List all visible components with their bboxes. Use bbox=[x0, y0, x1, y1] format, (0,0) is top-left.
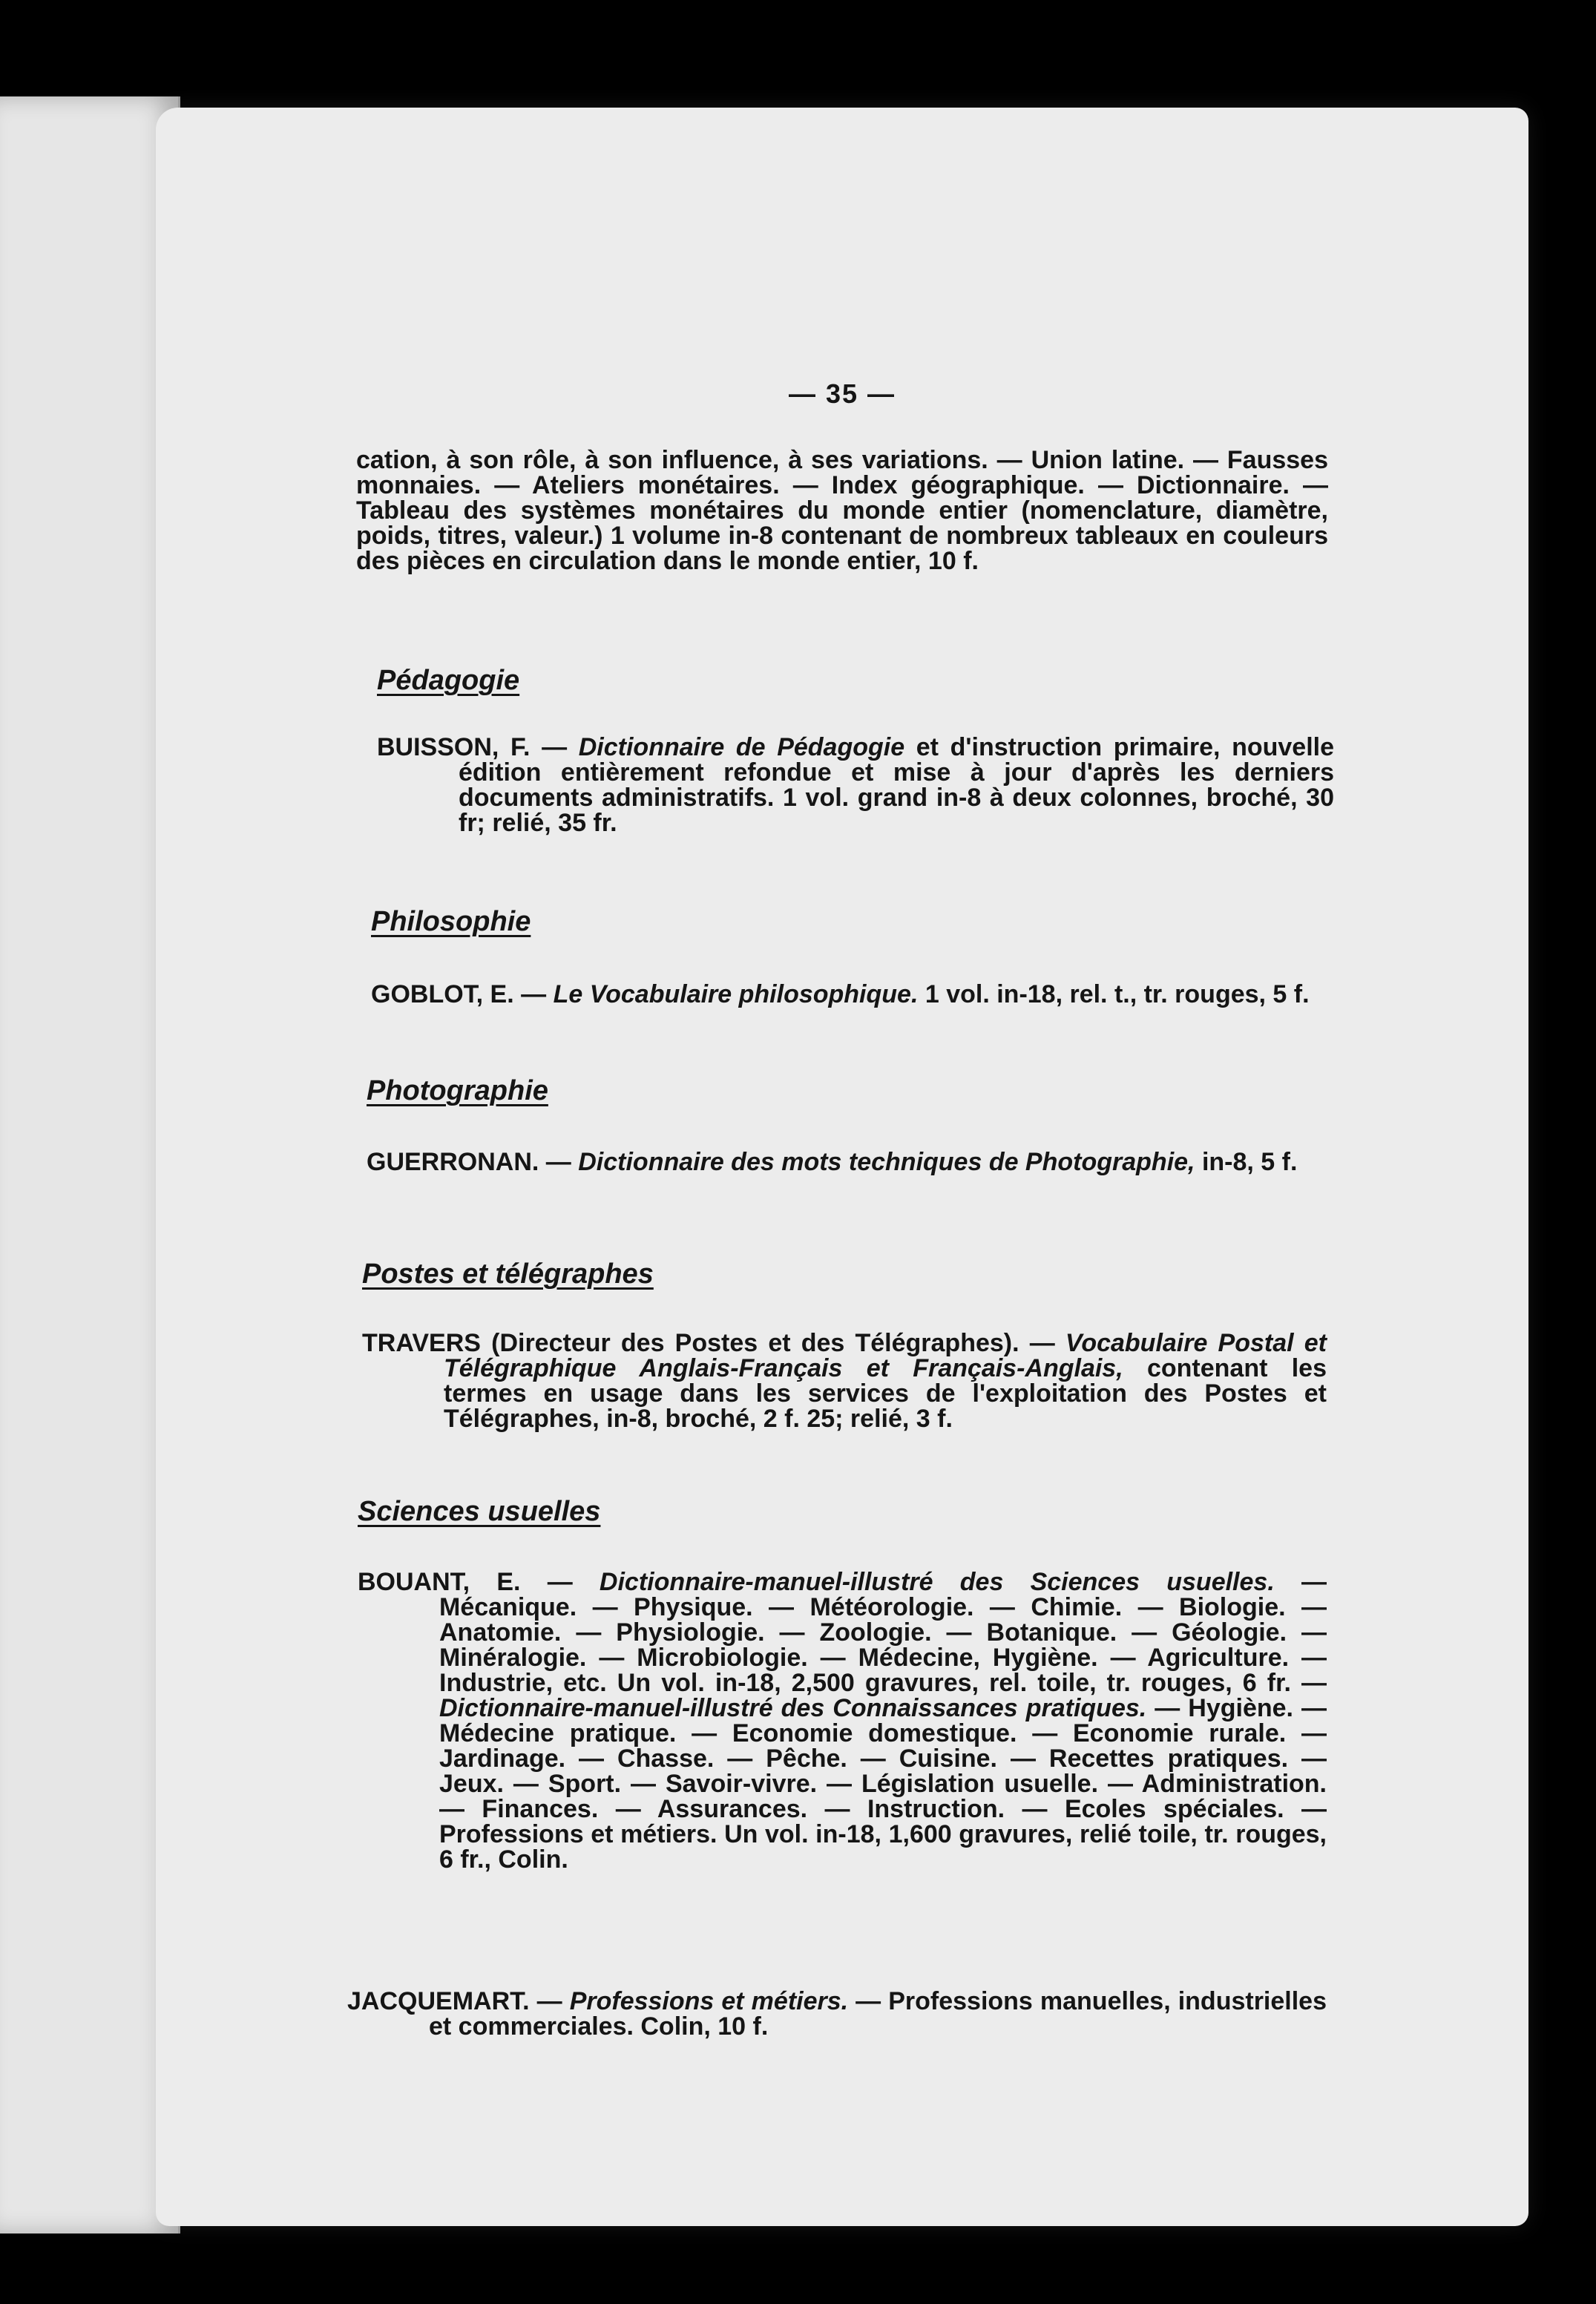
section-heading-pedagogie: Pédagogie bbox=[377, 665, 520, 696]
entry-details: in-8, 5 f. bbox=[1195, 1148, 1298, 1176]
entry-author: JACQUEMART. bbox=[347, 1987, 530, 2015]
entry-title-second: Dictionnaire-manuel-illustré des Connaissances pratiques. bbox=[439, 1694, 1147, 1722]
entry-author: GOBLOT, E. bbox=[371, 980, 514, 1008]
entry-title: Dictionnaire des mots techniques de Photographie, bbox=[578, 1148, 1195, 1176]
entry-dash: — bbox=[530, 733, 579, 761]
entry-paragraph bbox=[358, 1569, 1327, 1872]
entry-jacquemart bbox=[347, 1989, 1327, 2039]
entry-title: Vocabulaire Postal et Télégraphique Anglais-Français et Français-Anglais, bbox=[444, 1329, 1327, 1382]
entry-dash: — bbox=[520, 1568, 600, 1596]
book-page bbox=[156, 108, 1528, 2226]
entry-title: Dictionnaire de Pédagogie bbox=[578, 733, 905, 761]
entry-author: GUERRONAN. bbox=[367, 1148, 539, 1176]
entry-details: — Professions manuelles, industrielles et commerciales. Colin, 10 f. bbox=[429, 1987, 1327, 2041]
section-heading-postes-telegraphes: Postes et télégraphes bbox=[362, 1258, 654, 1290]
section-philosophie bbox=[371, 906, 1328, 937]
entry-guerronan bbox=[367, 1149, 1328, 1175]
entry-bouant bbox=[358, 1569, 1327, 1872]
previous-page-edge bbox=[0, 96, 180, 2234]
entry-details: 1 vol. in-18, rel. t., tr. rouges, 5 f. bbox=[918, 980, 1310, 1008]
intro-block bbox=[356, 447, 1328, 574]
entry-author: BUISSON, F. bbox=[377, 733, 531, 761]
entry-paragraph bbox=[367, 1149, 1328, 1175]
entry-dash: — bbox=[529, 1987, 570, 2015]
entry-dash: (Directeur des Postes et des Télégraphes). — bbox=[480, 1329, 1065, 1357]
section-heading-sciences-usuelles: Sciences usuelles bbox=[358, 1496, 601, 1527]
entry-buisson bbox=[377, 735, 1334, 836]
entry-details: et d'instruction primaire, nouvelle édition entièrement refondue et mise à jour d'après les derniers documents administratifs. 1 vol. grand in-8 à deux colonnes, broché, 30 fr; relié, 35 fr. bbox=[459, 733, 1334, 837]
section-photographie bbox=[367, 1075, 1328, 1106]
entry-title: Le Vocabulaire philosophique. bbox=[553, 980, 919, 1008]
entry-author: BOUANT, E. bbox=[358, 1568, 521, 1596]
entry-details-second: — Hygiène. — Médecine pratique. — Economie domestique. — Economie rurale. — Jardinage. — Chasse. — Pêche. — Cuisine. — Recettes pratiques. — Jeux. — Sport. — Savoir-vivre. — Législation usuelle. — Administration. — Finances. — Assurances. — Instruction. — Ecoles spéciales. — Professions et métiers. Un vol. in-18, 1,600 gravures, relié toile, tr. rouges, 6 fr., Colin. bbox=[439, 1694, 1327, 1874]
entry-paragraph bbox=[347, 1989, 1327, 2039]
entry-paragraph bbox=[377, 735, 1334, 836]
page-number: — 35 — bbox=[788, 378, 896, 409]
entry-travers bbox=[362, 1330, 1327, 1431]
entry-goblot bbox=[371, 982, 1328, 1007]
entry-dash: — bbox=[513, 980, 554, 1008]
entry-paragraph bbox=[362, 1330, 1327, 1431]
entry-title: Professions et métiers. bbox=[569, 1987, 849, 2015]
section-heading-philosophie: Philosophie bbox=[371, 906, 531, 937]
entry-author: TRAVERS bbox=[362, 1329, 481, 1357]
section-pedagogie bbox=[377, 665, 1334, 696]
entry-paragraph bbox=[371, 982, 1328, 1007]
entry-title: Dictionnaire-manuel-illustré des Sciences usuelles. bbox=[599, 1568, 1275, 1596]
entry-details: contenant les termes en usage dans les services de l'exploitation des Postes et Télégraphes, in-8, broché, 2 f. 25; relié, 3 f. bbox=[444, 1354, 1327, 1433]
section-sciences bbox=[358, 1496, 1327, 1527]
section-heading-photographie: Photographie bbox=[367, 1075, 548, 1106]
intro-paragraph: cation, à son rôle, à son influence, à ses variations. — Union latine. — Fausses monnaies. — Ateliers monétaires. — Index géographique. — Dictionnaire. — Tableau des systèmes monétaires du monde entier (nomenclature, diamètre, poids, titres, valeur.) 1 volume in-8 contenant de nombreux tableaux en couleurs des pièces en circulation dans le monde entier, 10 f. bbox=[356, 446, 1328, 575]
entry-details: — Mécanique. — Physique. — Météorologie. — Chimie. — Biologie. — Anatomie. — Physiologie. — Zoologie. — Botanique. — Géologie. — Minéralogie. — Microbiologie. — Médecine, Hygiène. — Agriculture. — Industrie, etc. Un vol. in-18, 2,500 gravures, rel. toile, tr. rouges, 6 fr. — bbox=[439, 1568, 1327, 1697]
section-postes bbox=[362, 1258, 1327, 1290]
entry-dash: — bbox=[539, 1148, 579, 1176]
